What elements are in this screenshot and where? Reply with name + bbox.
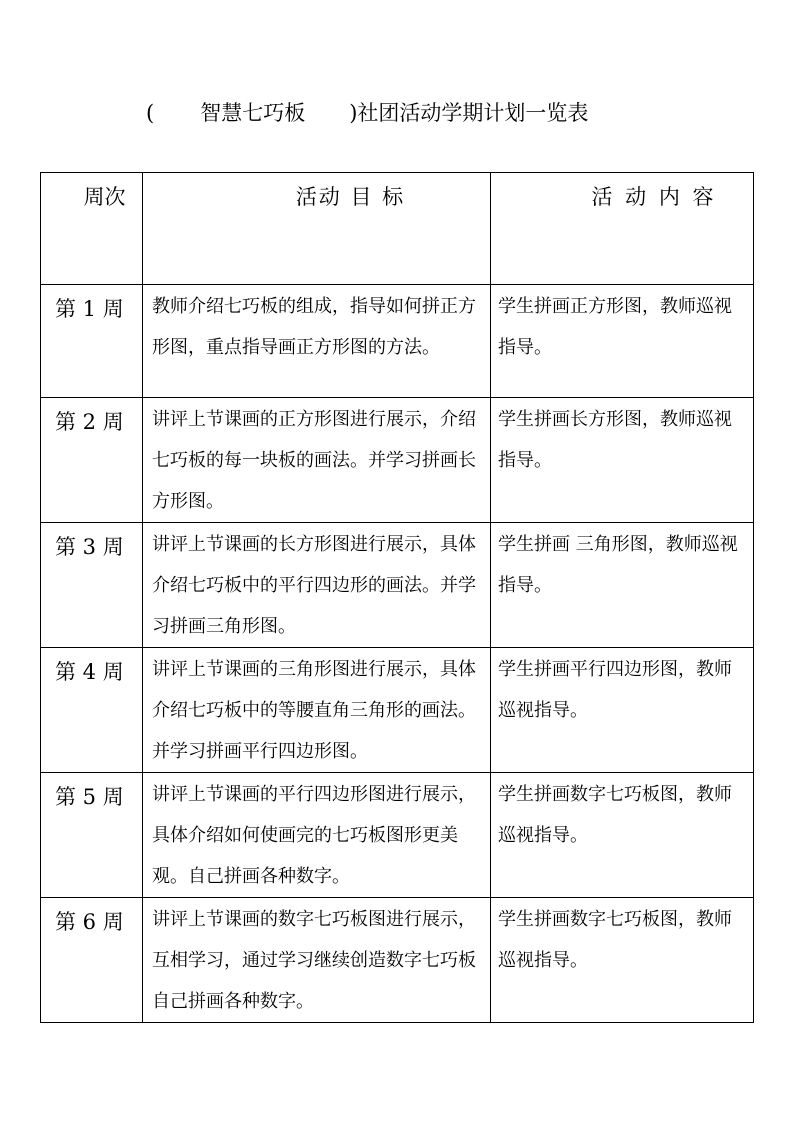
content-cell	[491, 898, 754, 1023]
week-label: 第 4 周	[55, 660, 124, 684]
table-row	[41, 898, 754, 1023]
week-label: 第 6 周	[55, 910, 124, 934]
content-text: 学生拼画长方形图，教师巡视指导。	[498, 409, 732, 471]
goal-cell	[143, 398, 491, 523]
week-cell	[41, 285, 143, 398]
goal-text: 教师介绍七巧板的组成，指导如何拼正方形图，重点指导画正方形图的方法。	[152, 296, 476, 358]
goal-cell	[143, 648, 491, 773]
content-cell	[491, 523, 754, 648]
content-cell	[491, 648, 754, 773]
goal-text: 讲评上节课画的数字七巧板图进行展示，互相学习，通过学习继续创造数字七巧板自己拼画各种数字。	[152, 909, 476, 1012]
goal-text: 讲评上节课画的长方形图进行展示，具体介绍七巧板中的平行四边形的画法。并学习拼画三角形图。	[152, 534, 476, 637]
page-title	[146, 98, 588, 128]
goal-text: 讲评上节课画的三角形图进行展示，具体介绍七巧板中的等腰直角三角形的画法。并学习拼画平行四边形图。	[152, 659, 476, 762]
week-label: 第 5 周	[55, 785, 124, 809]
content-cell	[491, 285, 754, 398]
table-row	[41, 398, 754, 523]
week-cell	[41, 398, 143, 523]
header-content-cell	[491, 173, 754, 285]
goal-cell	[143, 773, 491, 898]
activity-plan-table	[40, 172, 754, 1023]
title-paren-close: )	[349, 101, 358, 125]
table-row	[41, 285, 754, 398]
week-label: 第 1 周	[55, 297, 124, 321]
title-suffix: 社团活动学期计划一览表	[357, 101, 589, 125]
goal-cell	[143, 523, 491, 648]
club-name: 智慧七巧板	[200, 101, 306, 125]
table-header-row	[41, 173, 754, 285]
content-text: 学生拼画数字七巧板图，教师巡视指导。	[498, 909, 732, 971]
header-week: 周次	[83, 185, 126, 209]
week-label: 第 3 周	[55, 535, 124, 559]
content-text: 学生拼画正方形图，教师巡视指导。	[498, 296, 732, 358]
week-label: 第 2 周	[55, 410, 124, 434]
table-row	[41, 773, 754, 898]
header-week-cell	[41, 173, 143, 285]
header-content: 活 动 内 容	[591, 185, 717, 209]
header-goal-cell	[143, 173, 491, 285]
week-cell	[41, 773, 143, 898]
content-text: 学生拼画 三角形图，教师巡视指导。	[498, 534, 738, 596]
title-paren-open: (	[146, 101, 155, 125]
content-text: 学生拼画平行四边形图，教师巡视指导。	[498, 659, 732, 721]
week-cell	[41, 898, 143, 1023]
goal-text: 讲评上节课画的正方形图进行展示，介绍七巧板的每一块板的画法。并学习拼画长方形图。	[152, 409, 476, 512]
content-cell	[491, 398, 754, 523]
table-row	[41, 523, 754, 648]
week-cell	[41, 648, 143, 773]
goal-cell	[143, 898, 491, 1023]
content-cell	[491, 773, 754, 898]
header-goal: 活动 目 标	[295, 185, 406, 209]
content-text: 学生拼画数字七巧板图，教师巡视指导。	[498, 784, 732, 846]
week-cell	[41, 523, 143, 648]
goal-cell	[143, 285, 491, 398]
goal-text: 讲评上节课画的平行四边形图进行展示，具体介绍如何使画完的七巧板图形更美观。自己拼画各种数字。	[152, 784, 476, 887]
table-row	[41, 648, 754, 773]
